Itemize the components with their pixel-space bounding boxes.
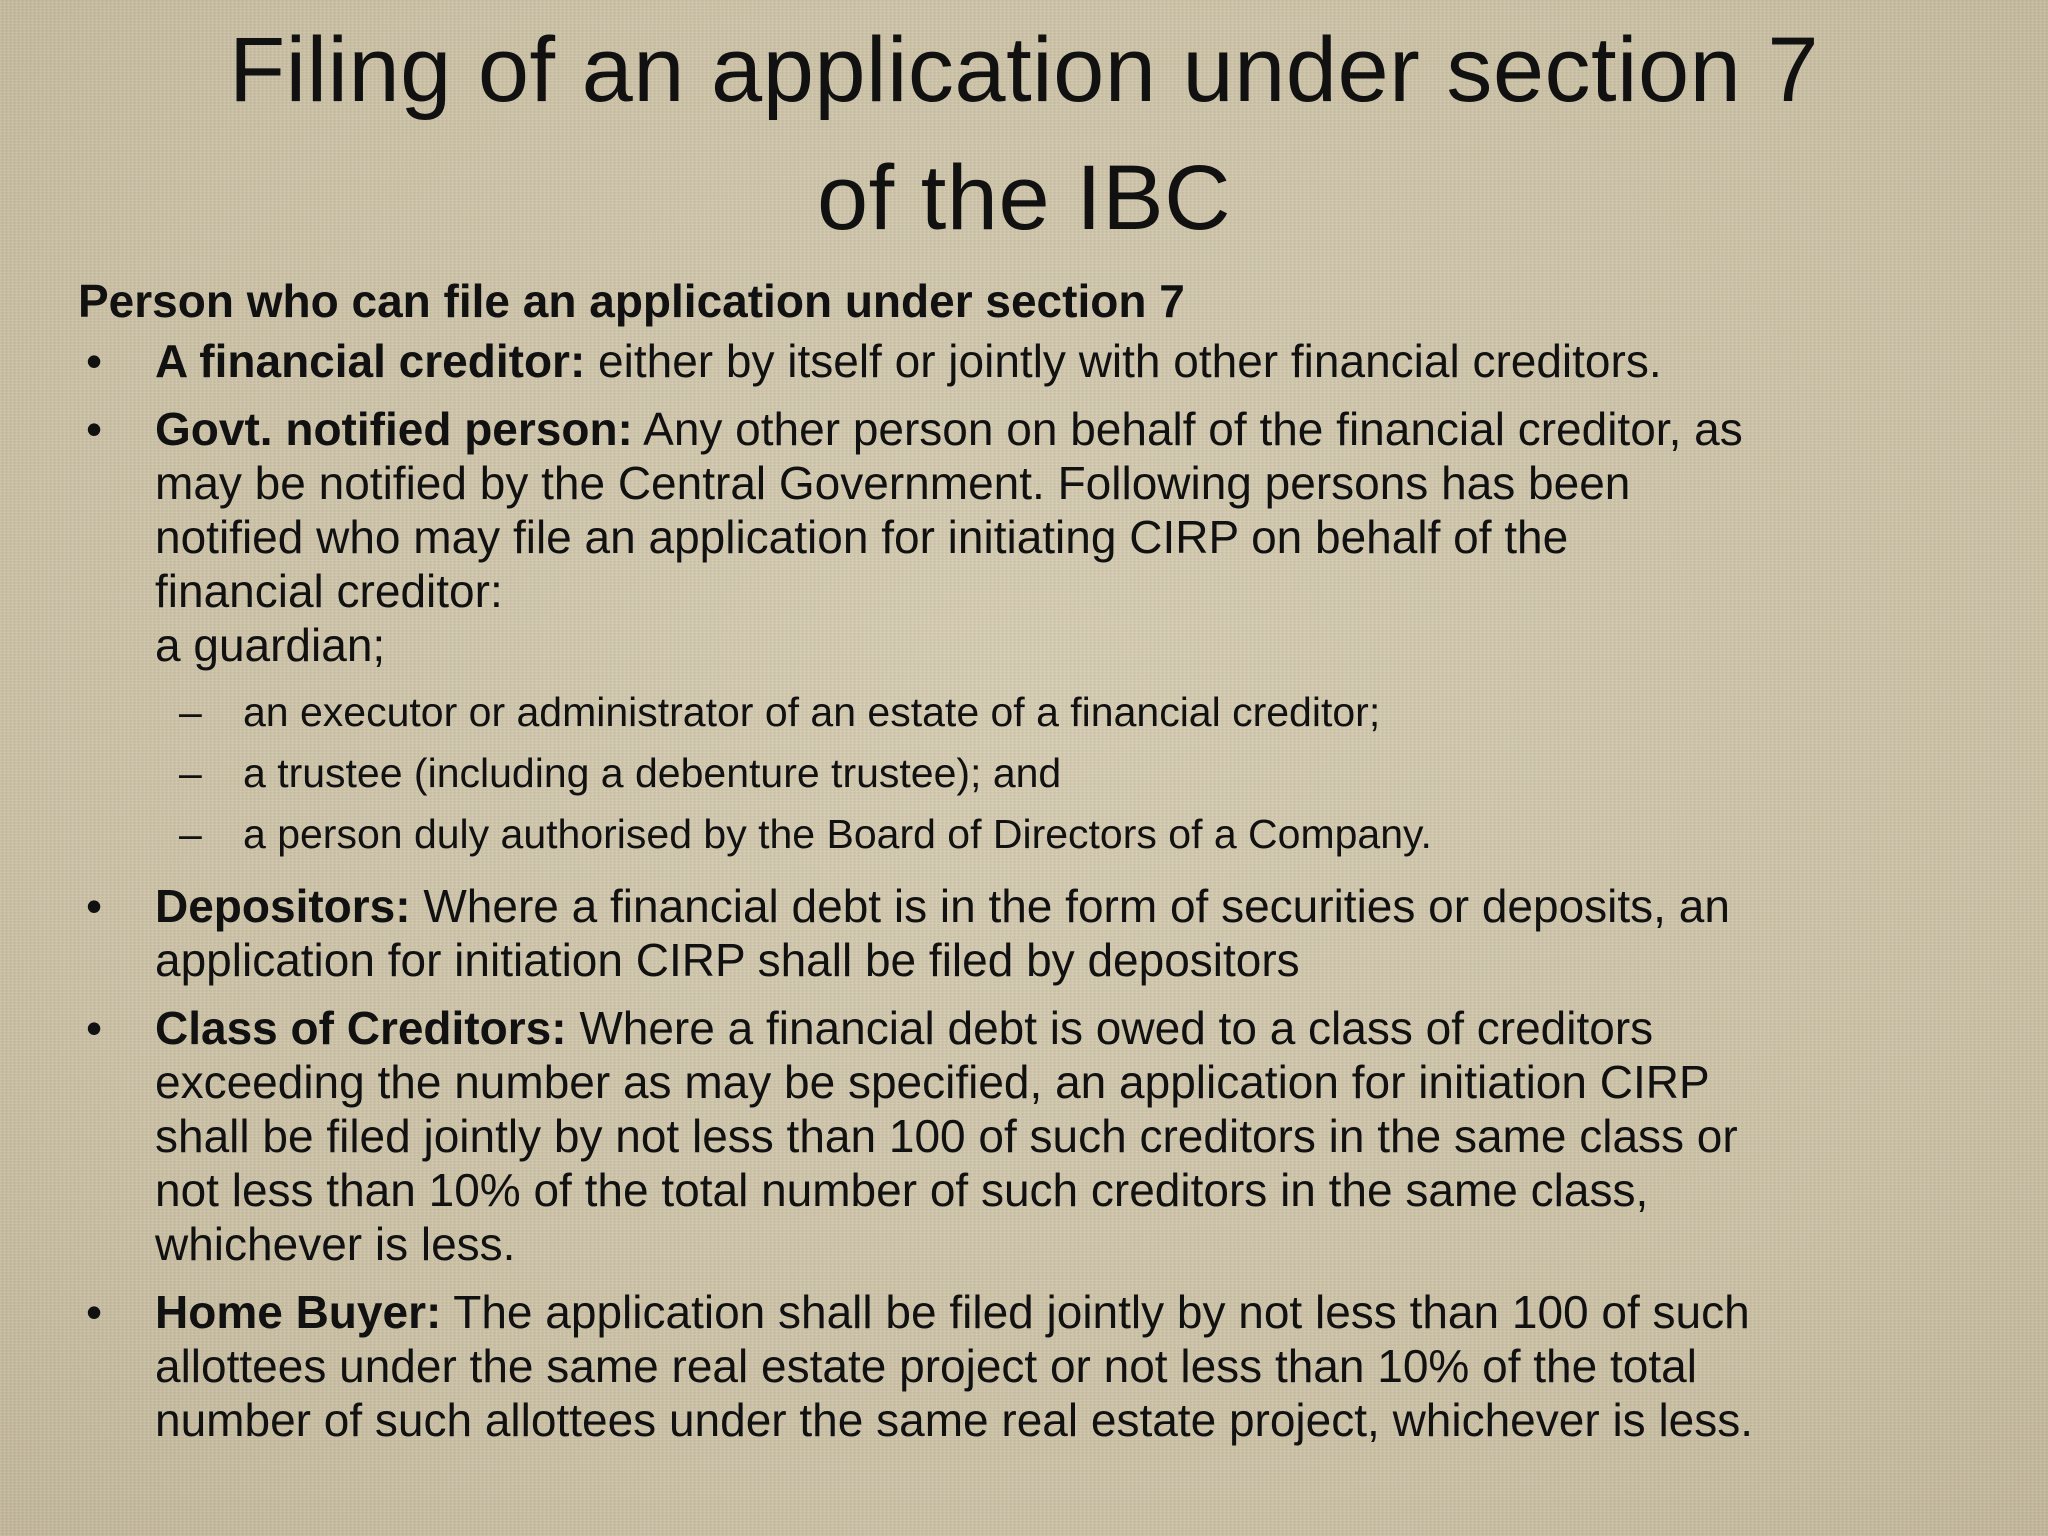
bullet-icon: • — [85, 1286, 103, 1338]
title-line-2: of the IBC — [816, 147, 1232, 249]
section-subheading: Person who can file an application under section 7 — [78, 275, 1185, 327]
sub-list — [155, 682, 1998, 865]
bullet-text: number of such allottees under the same real estate project, whichever is less. — [155, 1394, 1754, 1446]
dash-icon: – — [179, 750, 202, 796]
bullet-text: may be notified by the Central Government. Following persons has been — [155, 457, 1631, 509]
bullet-text: notified who may file an application for initiating CIRP on behalf of the — [155, 511, 1569, 563]
bullet-item-class-of-creditors — [78, 1001, 1998, 1271]
dash-icon: – — [179, 689, 202, 735]
bullet-text: exceeding the number as may be specified, an application for initiation CIRP — [155, 1056, 1710, 1108]
bullet-text: Any other person on behalf of the financial creditor, as — [643, 403, 1743, 455]
bullet-list — [78, 334, 1998, 1447]
bullet-text: application for initiation CIRP shall be filed by depositors — [155, 934, 1300, 986]
slide-body — [78, 272, 1998, 1461]
bullet-lead: Govt. notified person: — [155, 403, 633, 455]
bullet-text: Where a financial debt is owed to a class of creditors — [579, 1002, 1654, 1054]
bullet-text: either by itself or jointly with other financial creditors. — [598, 335, 1662, 387]
bullet-item-depositors — [78, 879, 1998, 987]
bullet-text: allottees under the same real estate project or not less than 10% of the total — [155, 1340, 1697, 1392]
bullet-text: whichever is less. — [155, 1218, 516, 1270]
sub-item-text: a trustee (including a debenture trustee); and — [243, 750, 1062, 796]
bullet-item-home-buyer — [78, 1285, 1998, 1447]
bullet-text: a guardian; — [155, 619, 386, 671]
bullet-text: The application shall be filed jointly by not less than 100 of such — [453, 1286, 1750, 1338]
bullet-text: financial creditor: — [155, 565, 503, 617]
bullet-icon: • — [85, 1002, 103, 1054]
bullet-lead: Class of Creditors: — [155, 1002, 567, 1054]
bullet-icon: • — [85, 403, 103, 455]
slide-title — [60, 6, 1988, 262]
bullet-text: not less than 10% of the total number of such creditors in the same class, — [155, 1164, 1649, 1216]
bullet-text: shall be filed jointly by not less than 100 of such creditors in the same class or — [155, 1110, 1738, 1162]
bullet-lead: Home Buyer: — [155, 1286, 442, 1338]
sub-item-text: a person duly authorised by the Board of Directors of a Company. — [243, 811, 1432, 857]
dash-icon: – — [179, 811, 202, 857]
sub-item — [155, 743, 1998, 804]
bullet-item-govt-notified-person — [78, 402, 1998, 865]
title-line-1: Filing of an application under section 7 — [228, 19, 1820, 121]
sub-item — [155, 682, 1998, 743]
bullet-text: Where a financial debt is in the form of securities or deposits, an — [423, 880, 1730, 932]
sub-item-text: an executor or administrator of an estate of a financial creditor; — [243, 689, 1381, 735]
bullet-lead: Depositors: — [155, 880, 411, 932]
bullet-icon: • — [85, 335, 103, 387]
bullet-item-financial-creditor — [78, 334, 1998, 388]
bullet-icon: • — [85, 880, 103, 932]
sub-item — [155, 804, 1998, 865]
bullet-lead: A financial creditor: — [155, 335, 586, 387]
